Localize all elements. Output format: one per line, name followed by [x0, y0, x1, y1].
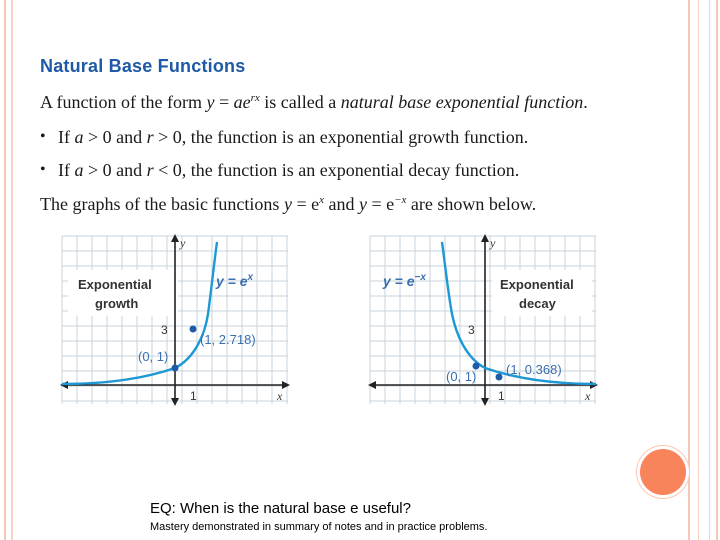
x-tick-1: 1: [190, 389, 197, 403]
var-r: r: [146, 127, 154, 147]
exponent-x: x: [319, 194, 324, 206]
text: > 0 and: [83, 127, 147, 147]
y-arrow-up-icon: [171, 234, 179, 242]
eq-exponent: x: [247, 272, 254, 283]
bullet-decay: [58, 160, 519, 181]
text: .: [583, 92, 588, 112]
text: =: [214, 92, 234, 112]
decay-graph: [368, 234, 598, 406]
text: > 0, the function is an exponential growth function.: [153, 127, 529, 147]
bullet-growth: [58, 127, 528, 148]
point2-label: (1, 2.718): [200, 332, 256, 347]
text: > 0 and: [83, 160, 147, 180]
text: The graphs of the basic functions: [40, 194, 284, 214]
definition-line: [40, 92, 588, 113]
exponent-neg-x: −x: [394, 194, 407, 206]
exponent-rx: rx: [250, 92, 260, 104]
text: A function of the form: [40, 92, 207, 112]
left-frame-line: [11, 0, 13, 540]
point-1-2718: [190, 326, 197, 333]
text: is called a: [259, 92, 341, 112]
var-y: y: [358, 194, 367, 214]
term-natural-base: natural base exponential function: [340, 92, 584, 112]
var-y: y: [283, 194, 292, 214]
text: = e: [366, 194, 395, 214]
bullet-glyph: •: [40, 128, 46, 145]
point1-label: (0, 1): [446, 369, 477, 384]
bullet-glyph: •: [40, 161, 46, 178]
grid: [370, 236, 596, 404]
y-axis-label: y: [180, 236, 186, 250]
text: are shown below.: [406, 194, 537, 214]
left-frame-border: [0, 0, 6, 540]
growth-graph: [60, 234, 290, 406]
right-frame-inner: [698, 0, 710, 540]
point-1-0368: [496, 374, 503, 381]
decorative-orange-circle: [640, 449, 686, 495]
y-arrow-down-icon: [481, 398, 489, 406]
text: and: [323, 194, 359, 214]
y-tick-3: 3: [161, 323, 168, 337]
y-arrow-up-icon: [481, 234, 489, 242]
point1-label: (0, 1): [138, 349, 169, 364]
slide-heading: Natural Base Functions: [40, 56, 246, 76]
essential-question: EQ: When is the natural base e useful?: [150, 500, 411, 517]
text: If: [58, 127, 75, 147]
title-line1: Exponential: [500, 277, 574, 292]
title-line2: decay: [519, 296, 556, 311]
var-r: r: [146, 160, 154, 180]
var-y: y: [206, 92, 215, 112]
x-arrow-right-icon: [282, 381, 290, 389]
title-line1: Exponential: [78, 277, 152, 292]
var-ae: ae: [233, 92, 251, 112]
point-0-1: [172, 365, 179, 372]
equation-label: [382, 272, 426, 289]
text: < 0, the function is an exponential decay function.: [153, 160, 520, 180]
text: = e: [291, 194, 320, 214]
y-arrow-down-icon: [171, 398, 179, 406]
var-a: a: [74, 127, 84, 147]
title-line2: growth: [95, 296, 139, 311]
point2-label: (1, 0.368): [506, 362, 562, 377]
y-axis-label: y: [490, 236, 496, 250]
graphs-intro-line: [40, 194, 536, 215]
var-a: a: [74, 160, 84, 180]
y-tick-3: 3: [468, 323, 475, 337]
equation-label: [215, 272, 254, 289]
eq-exponent: −x: [414, 272, 426, 283]
x-arrow-left-icon: [368, 381, 376, 389]
eq-text: y = e: [383, 273, 415, 289]
x-axis-label: x: [585, 389, 591, 403]
mastery-note: Mastery demonstrated in summary of notes and in practice problems.: [150, 521, 488, 533]
text: If: [58, 160, 75, 180]
x-tick-1: 1: [498, 389, 505, 403]
eq-text: y = e: [216, 273, 248, 289]
x-axis-label: x: [277, 389, 283, 403]
